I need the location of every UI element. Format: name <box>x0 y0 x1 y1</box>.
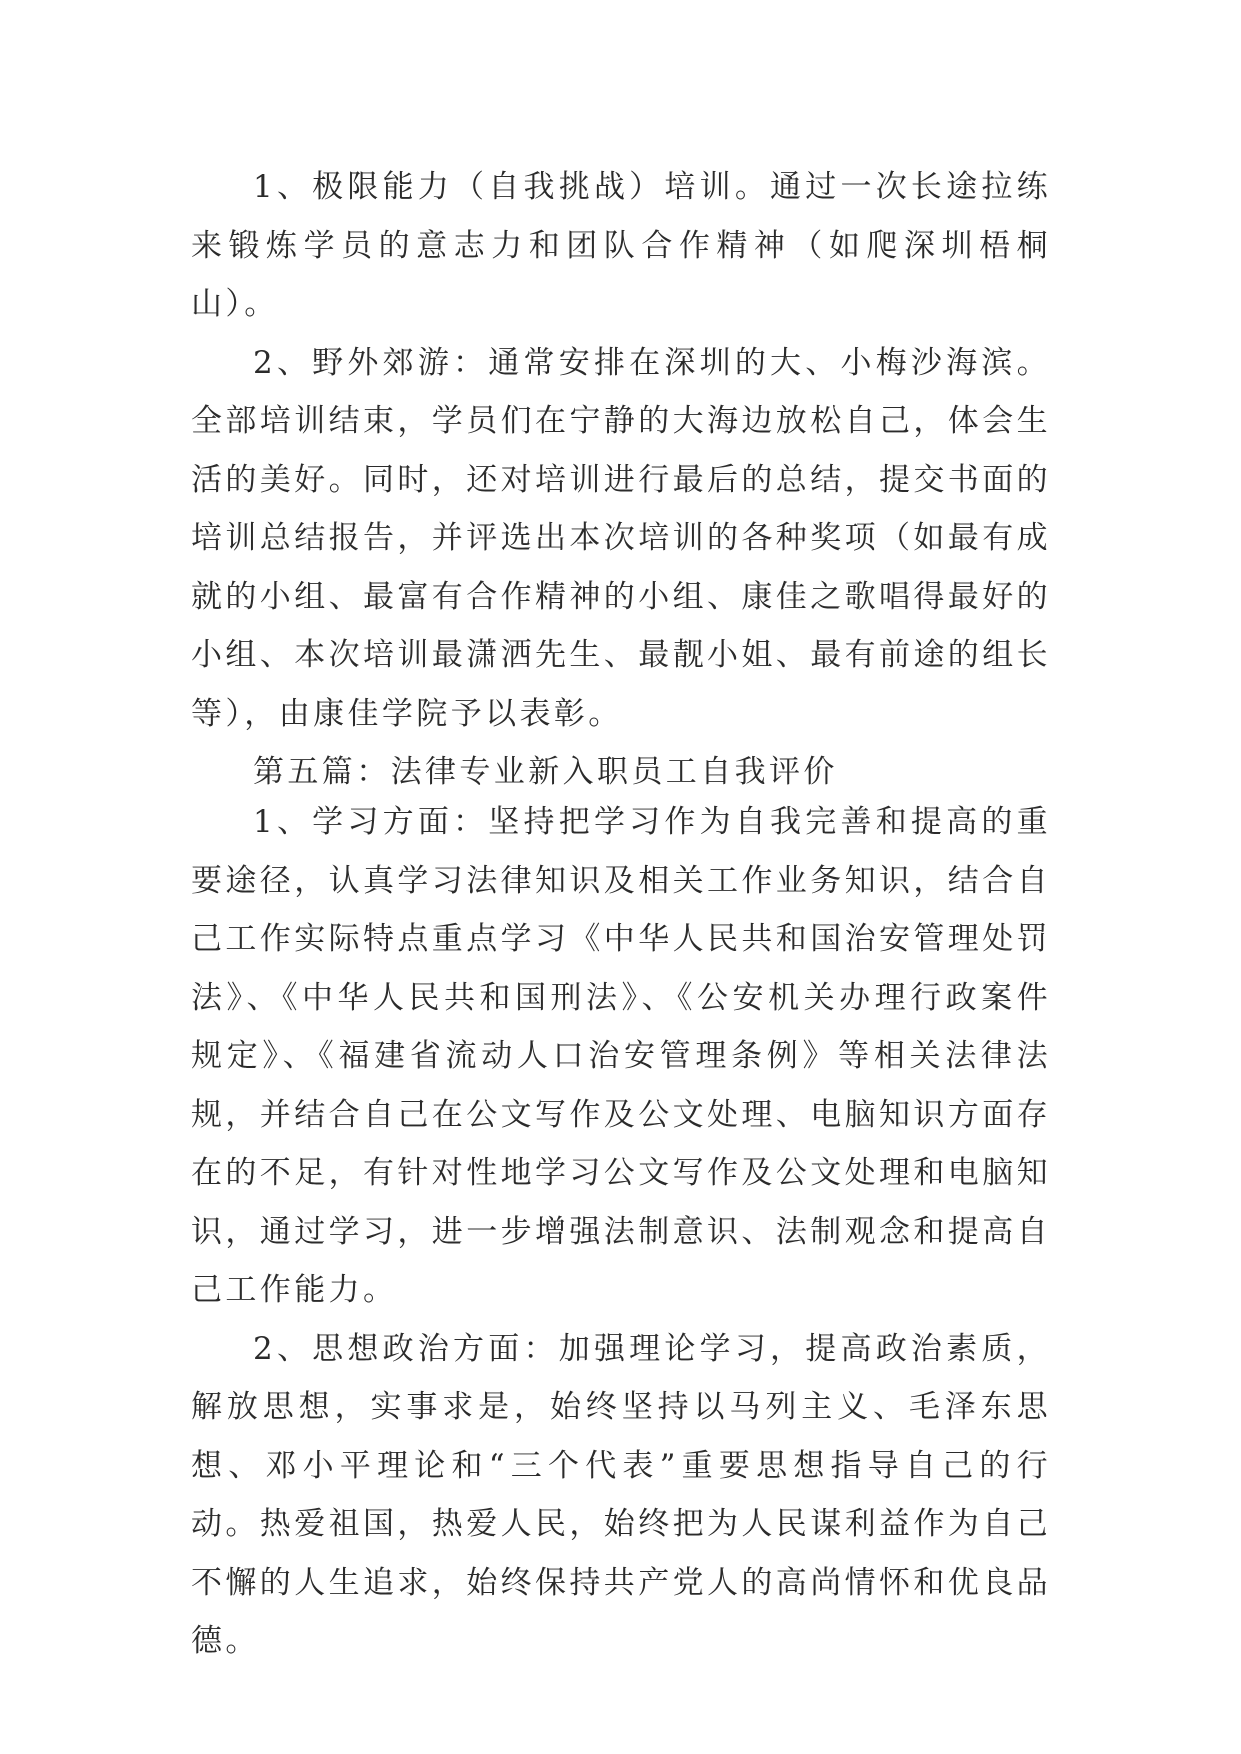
paragraph-political-thought: 2、思想政治方面：加强理论学习，提高政治素质，解放思想，实事求是，始终坚持以马列主义、毛泽东思想、邓小平理论和“三个代表”重要思想指导自己的行动。热爱祖国，热爱人民，始终把为人民谋利益作为自己不懈的人生追求，始终保持共产党人的高尚情怀和优良品德。 <box>191 1330 1051 1659</box>
paragraph-outdoor-trip: 2、野外郊游：通常安排在深圳的大、小梅沙海滨。全部培训结束，学员们在宁静的大海边放松自己，体会生活的美好。同时，还对培训进行最后的总结，提交书面的培训总结报告，并评选出本次培训的各种奖项（如最有成就的小组、最富有合作精神的小组、康佳之歌唱得最好的小组、本次培训最潇洒先生、最靓小姐、最有前途的组长等），由康佳学院予以表彰。 <box>191 344 1051 732</box>
paragraph-study: 1、学习方面：坚持把学习作为自我完善和提高的重要途径，认真学习法律知识及相关工作业务知识，结合自己工作实际特点重点学习《中华人民共和国治安管理处罚法》、《中华人民共和国刑法》、《公安机关办理行政案件规定》、《福建省流动人口治安管理条例》等相关法律法规，并结合自己在公文写作及公文处理、电脑知识方面存在的不足，有针对性地学习公文写作及公文处理和电脑知识，通过学习，进一步增强法制意识、法制观念和提高自己工作能力。 <box>191 804 1051 1308</box>
section-title: 第五篇：法律专业新入职员工自我评价 <box>253 754 838 790</box>
section-two-body <box>191 793 1051 1671</box>
section-one-body <box>191 158 1051 802</box>
paragraph-training-challenge: 1、极限能力（自我挑战）培训。通过一次长途拉练来锻炼学员的意志力和团队合作精神（如爬深圳梧桐山）。 <box>191 169 1051 322</box>
